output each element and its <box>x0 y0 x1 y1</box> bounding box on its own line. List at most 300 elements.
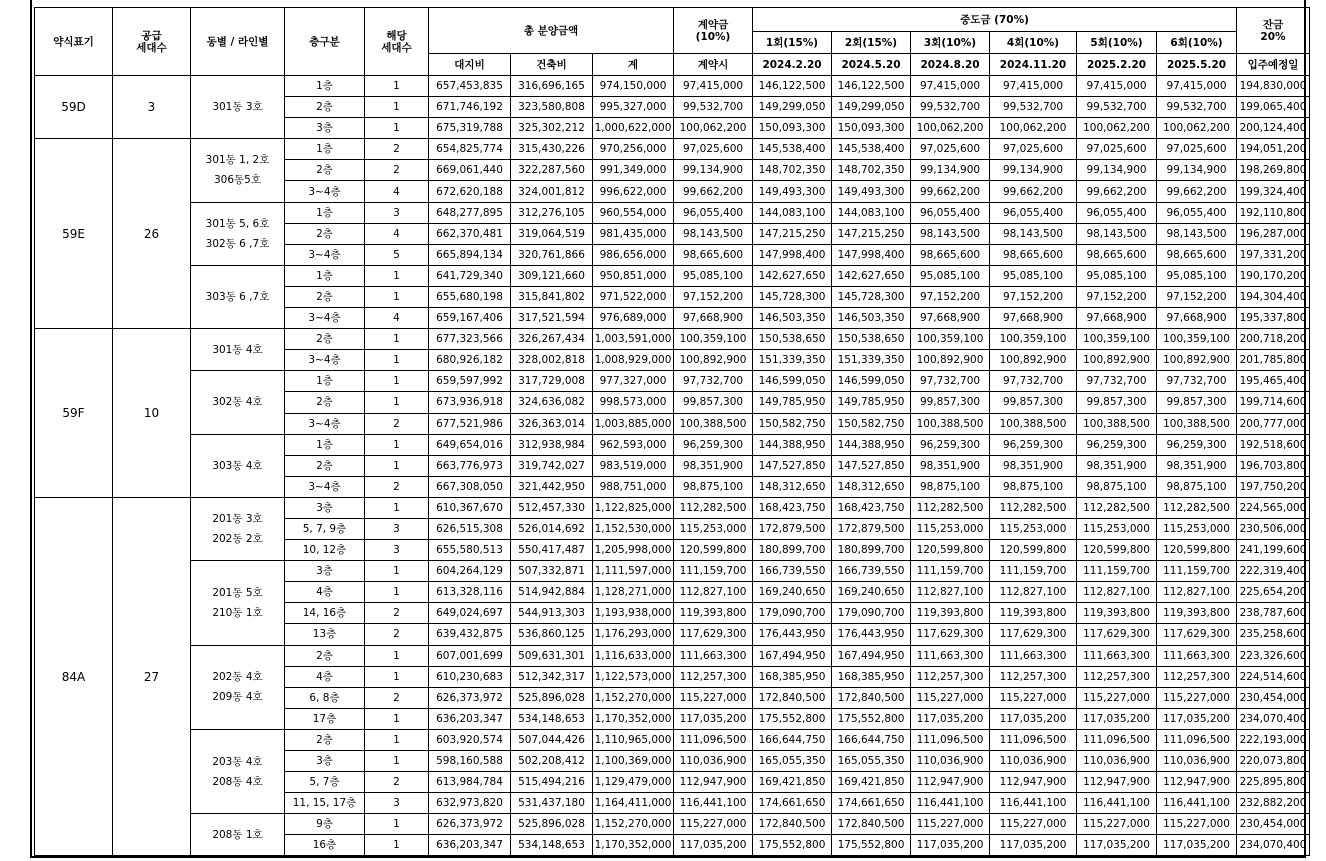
build-cost-cell: 309,121,660 <box>511 265 593 286</box>
mid-2-cell: 150,093,300 <box>832 118 911 139</box>
build-cost-cell: 324,001,812 <box>511 181 593 202</box>
mid-5-cell: 111,159,700 <box>1077 561 1157 582</box>
floor-cell: 3층 <box>285 561 365 582</box>
header-build-cost: 건축비 <box>511 54 593 76</box>
mid-1-cell: 148,702,350 <box>753 160 832 181</box>
mid-1-cell: 147,998,400 <box>753 244 832 265</box>
household-count-cell: 1 <box>365 708 429 729</box>
header-mid-date-3: 2024.8.20 <box>911 54 990 76</box>
mid-3-cell: 110,036,900 <box>911 751 990 772</box>
mid-3-cell: 112,827,100 <box>911 582 990 603</box>
floor-cell: 2층 <box>285 729 365 750</box>
build-cost-cell: 322,287,560 <box>511 160 593 181</box>
mid-6-cell: 96,055,400 <box>1157 202 1237 223</box>
mid-1-cell: 145,728,300 <box>753 286 832 307</box>
land-cost-cell: 663,776,973 <box>429 455 511 476</box>
total-cell: 1,193,938,000 <box>593 603 674 624</box>
floor-cell: 2층 <box>285 645 365 666</box>
land-cost-cell: 649,024,697 <box>429 603 511 624</box>
mid-5-cell: 99,134,900 <box>1077 160 1157 181</box>
household-count-cell: 1 <box>365 582 429 603</box>
total-cell: 1,122,573,000 <box>593 666 674 687</box>
balance-cell: 192,518,600 <box>1237 434 1310 455</box>
mid-3-cell: 97,152,200 <box>911 286 990 307</box>
total-cell: 1,100,369,000 <box>593 751 674 772</box>
mid-4-cell: 97,415,000 <box>990 76 1077 97</box>
mid-2-cell: 150,538,650 <box>832 329 911 350</box>
household-count-cell: 2 <box>365 772 429 793</box>
contract-cell: 111,159,700 <box>674 561 753 582</box>
contract-cell: 117,629,300 <box>674 624 753 645</box>
mid-6-cell: 100,359,100 <box>1157 329 1237 350</box>
building-line-cell: 301동 1, 2호 306동5호 <box>191 139 285 202</box>
balance-cell: 200,124,400 <box>1237 118 1310 139</box>
mid-4-cell: 100,388,500 <box>990 413 1077 434</box>
mid-1-cell: 169,421,850 <box>753 772 832 793</box>
mid-3-cell: 117,629,300 <box>911 624 990 645</box>
type-cell: 84A <box>35 497 113 856</box>
mid-1-cell: 151,339,350 <box>753 350 832 371</box>
balance-cell: 197,331,200 <box>1237 244 1310 265</box>
mid-1-cell: 172,840,500 <box>753 814 832 835</box>
mid-6-cell: 100,388,500 <box>1157 413 1237 434</box>
mid-5-cell: 99,662,200 <box>1077 181 1157 202</box>
table-row <box>35 265 1310 286</box>
balance-cell: 222,319,400 <box>1237 561 1310 582</box>
household-count-cell: 1 <box>365 455 429 476</box>
household-count-cell: 1 <box>365 371 429 392</box>
mid-4-cell: 111,096,500 <box>990 729 1077 750</box>
build-cost-cell: 534,148,653 <box>511 708 593 729</box>
mid-5-cell: 100,388,500 <box>1077 413 1157 434</box>
land-cost-cell: 607,001,699 <box>429 645 511 666</box>
contract-cell: 117,035,200 <box>674 708 753 729</box>
total-cell: 986,656,000 <box>593 244 674 265</box>
household-count-cell: 1 <box>365 645 429 666</box>
mid-6-cell: 111,159,700 <box>1157 561 1237 582</box>
contract-cell: 97,732,700 <box>674 371 753 392</box>
balance-cell: 224,514,600 <box>1237 666 1310 687</box>
mid-1-cell: 172,840,500 <box>753 687 832 708</box>
mid-1-cell: 149,785,950 <box>753 392 832 413</box>
mid-4-cell: 115,227,000 <box>990 687 1077 708</box>
building-line-cell: 301동 4호 <box>191 329 285 371</box>
mid-2-cell: 144,388,950 <box>832 434 911 455</box>
type-cell: 59E <box>35 139 113 329</box>
mid-4-cell: 111,159,700 <box>990 561 1077 582</box>
mid-1-cell: 169,240,650 <box>753 582 832 603</box>
balance-cell: 198,269,800 <box>1237 160 1310 181</box>
header-mid-5: 5회(10%) <box>1077 32 1157 54</box>
mid-5-cell: 100,062,200 <box>1077 118 1157 139</box>
mid-4-cell: 97,152,200 <box>990 286 1077 307</box>
mid-2-cell: 176,443,950 <box>832 624 911 645</box>
balance-cell: 225,895,800 <box>1237 772 1310 793</box>
contract-cell: 96,259,300 <box>674 434 753 455</box>
floor-cell: 1층 <box>285 139 365 160</box>
mid-6-cell: 97,668,900 <box>1157 308 1237 329</box>
mid-4-cell: 97,668,900 <box>990 308 1077 329</box>
mid-2-cell: 149,785,950 <box>832 392 911 413</box>
floor-cell: 3~4층 <box>285 350 365 371</box>
household-count-cell: 1 <box>365 729 429 750</box>
mid-2-cell: 172,879,500 <box>832 518 911 539</box>
total-cell: 981,435,000 <box>593 223 674 244</box>
contract-cell: 117,035,200 <box>674 835 753 856</box>
header-mid-2: 2회(15%) <box>832 32 911 54</box>
mid-3-cell: 97,668,900 <box>911 308 990 329</box>
contract-cell: 99,662,200 <box>674 181 753 202</box>
contract-cell: 97,152,200 <box>674 286 753 307</box>
floor-cell: 3층 <box>285 497 365 518</box>
mid-6-cell: 96,259,300 <box>1157 434 1237 455</box>
land-cost-cell: 632,973,820 <box>429 793 511 814</box>
mid-4-cell: 97,025,600 <box>990 139 1077 160</box>
build-cost-cell: 316,696,165 <box>511 76 593 97</box>
total-cell: 1,152,530,000 <box>593 518 674 539</box>
mid-3-cell: 112,947,900 <box>911 772 990 793</box>
mid-3-cell: 95,085,100 <box>911 265 990 286</box>
balance-cell: 230,454,000 <box>1237 814 1310 835</box>
contract-cell: 97,415,000 <box>674 76 753 97</box>
build-cost-cell: 317,521,594 <box>511 308 593 329</box>
land-cost-cell: 610,230,683 <box>429 666 511 687</box>
header-mid-date-5: 2025.2.20 <box>1077 54 1157 76</box>
mid-1-cell: 146,122,500 <box>753 76 832 97</box>
mid-5-cell: 117,035,200 <box>1077 835 1157 856</box>
land-cost-cell: 654,825,774 <box>429 139 511 160</box>
household-count-cell: 1 <box>365 118 429 139</box>
mid-6-cell: 117,035,200 <box>1157 708 1237 729</box>
mid-6-cell: 112,257,300 <box>1157 666 1237 687</box>
mid-5-cell: 98,665,600 <box>1077 244 1157 265</box>
household-count-cell: 1 <box>365 392 429 413</box>
mid-5-cell: 110,036,900 <box>1077 751 1157 772</box>
land-cost-cell: 680,926,182 <box>429 350 511 371</box>
mid-1-cell: 147,527,850 <box>753 455 832 476</box>
build-cost-cell: 526,014,692 <box>511 518 593 539</box>
total-cell: 1,122,825,000 <box>593 497 674 518</box>
header-supply-units: 공급 세대수 <box>113 8 191 76</box>
mid-2-cell: 167,494,950 <box>832 645 911 666</box>
header-mid-date-2: 2024.5.20 <box>832 54 911 76</box>
mid-6-cell: 110,036,900 <box>1157 751 1237 772</box>
table-row <box>35 76 1310 97</box>
balance-cell: 196,703,800 <box>1237 455 1310 476</box>
land-cost-cell: 662,370,481 <box>429 223 511 244</box>
mid-5-cell: 119,393,800 <box>1077 603 1157 624</box>
build-cost-cell: 525,896,028 <box>511 814 593 835</box>
header-sum: 계 <box>593 54 674 76</box>
mid-4-cell: 112,947,900 <box>990 772 1077 793</box>
mid-2-cell: 169,421,850 <box>832 772 911 793</box>
table-row <box>35 561 1310 582</box>
household-count-cell: 2 <box>365 624 429 645</box>
header-contract: 계약금 (10%) <box>674 8 753 54</box>
mid-6-cell: 97,415,000 <box>1157 76 1237 97</box>
building-line-cell: 208동 1호 <box>191 814 285 856</box>
mid-5-cell: 116,441,100 <box>1077 793 1157 814</box>
land-cost-cell: 626,515,308 <box>429 518 511 539</box>
land-cost-cell: 626,373,972 <box>429 814 511 835</box>
header-balance: 잔금 20% <box>1237 8 1310 54</box>
floor-cell: 17층 <box>285 708 365 729</box>
building-line-cell: 301동 3호 <box>191 76 285 139</box>
building-line-cell: 303동 4호 <box>191 434 285 497</box>
header-mid-4: 4회(10%) <box>990 32 1077 54</box>
build-cost-cell: 325,302,212 <box>511 118 593 139</box>
mid-4-cell: 115,227,000 <box>990 814 1077 835</box>
land-cost-cell: 626,373,972 <box>429 687 511 708</box>
mid-4-cell: 98,351,900 <box>990 455 1077 476</box>
mid-2-cell: 169,240,650 <box>832 582 911 603</box>
mid-2-cell: 149,493,300 <box>832 181 911 202</box>
mid-2-cell: 149,299,050 <box>832 97 911 118</box>
contract-cell: 112,827,100 <box>674 582 753 603</box>
balance-cell: 196,287,000 <box>1237 223 1310 244</box>
mid-3-cell: 98,143,500 <box>911 223 990 244</box>
floor-cell: 14, 16층 <box>285 603 365 624</box>
mid-1-cell: 142,627,650 <box>753 265 832 286</box>
mid-2-cell: 166,644,750 <box>832 729 911 750</box>
mid-3-cell: 117,035,200 <box>911 835 990 856</box>
land-cost-cell: 648,277,895 <box>429 202 511 223</box>
household-count-cell: 1 <box>365 350 429 371</box>
header-mid-6: 6회(10%) <box>1157 32 1237 54</box>
contract-cell: 100,892,900 <box>674 350 753 371</box>
mid-1-cell: 145,538,400 <box>753 139 832 160</box>
mid-5-cell: 112,947,900 <box>1077 772 1157 793</box>
mid-1-cell: 149,299,050 <box>753 97 832 118</box>
mid-2-cell: 148,702,350 <box>832 160 911 181</box>
mid-4-cell: 119,393,800 <box>990 603 1077 624</box>
mid-2-cell: 179,090,700 <box>832 603 911 624</box>
table-row <box>35 434 1310 455</box>
mid-2-cell: 148,312,650 <box>832 476 911 497</box>
mid-5-cell: 111,096,500 <box>1077 729 1157 750</box>
floor-cell: 5, 7층 <box>285 772 365 793</box>
mid-3-cell: 99,662,200 <box>911 181 990 202</box>
land-cost-cell: 636,203,347 <box>429 835 511 856</box>
contract-cell: 98,143,500 <box>674 223 753 244</box>
building-line-cell: 302동 4호 <box>191 371 285 434</box>
mid-5-cell: 97,025,600 <box>1077 139 1157 160</box>
mid-4-cell: 112,282,500 <box>990 497 1077 518</box>
mid-4-cell: 100,892,900 <box>990 350 1077 371</box>
build-cost-cell: 509,631,301 <box>511 645 593 666</box>
mid-3-cell: 99,532,700 <box>911 97 990 118</box>
mid-3-cell: 115,253,000 <box>911 518 990 539</box>
household-count-cell: 4 <box>365 223 429 244</box>
mid-2-cell: 145,538,400 <box>832 139 911 160</box>
mid-5-cell: 117,035,200 <box>1077 708 1157 729</box>
mid-4-cell: 112,827,100 <box>990 582 1077 603</box>
contract-cell: 95,085,100 <box>674 265 753 286</box>
balance-cell: 199,065,400 <box>1237 97 1310 118</box>
mid-4-cell: 112,257,300 <box>990 666 1077 687</box>
land-cost-cell: 610,367,670 <box>429 497 511 518</box>
household-count-cell: 2 <box>365 687 429 708</box>
total-cell: 1,170,352,000 <box>593 708 674 729</box>
mid-3-cell: 115,227,000 <box>911 814 990 835</box>
household-count-cell: 2 <box>365 139 429 160</box>
total-cell: 1,170,352,000 <box>593 835 674 856</box>
contract-cell: 115,253,000 <box>674 518 753 539</box>
building-line-cell: 201동 3호 202동 2호 <box>191 497 285 560</box>
contract-cell: 116,441,100 <box>674 793 753 814</box>
build-cost-cell: 525,896,028 <box>511 687 593 708</box>
header-household-count: 해당 세대수 <box>365 8 429 76</box>
mid-2-cell: 166,739,550 <box>832 561 911 582</box>
mid-6-cell: 100,062,200 <box>1157 118 1237 139</box>
mid-5-cell: 95,085,100 <box>1077 265 1157 286</box>
mid-6-cell: 97,025,600 <box>1157 139 1237 160</box>
household-count-cell: 3 <box>365 793 429 814</box>
mid-1-cell: 174,661,650 <box>753 793 832 814</box>
mid-3-cell: 100,892,900 <box>911 350 990 371</box>
mid-2-cell: 172,840,500 <box>832 687 911 708</box>
header-type: 약식표기 <box>35 8 113 76</box>
payment-schedule-table <box>34 7 1310 856</box>
land-cost-cell: 673,936,918 <box>429 392 511 413</box>
household-count-cell: 2 <box>365 603 429 624</box>
floor-cell: 9층 <box>285 814 365 835</box>
contract-cell: 111,663,300 <box>674 645 753 666</box>
mid-1-cell: 166,739,550 <box>753 561 832 582</box>
floor-cell: 4층 <box>285 666 365 687</box>
mid-2-cell: 165,055,350 <box>832 751 911 772</box>
header-floor: 층구분 <box>285 8 365 76</box>
floor-cell: 3~4층 <box>285 413 365 434</box>
header-on-contract: 계약시 <box>674 54 753 76</box>
mid-1-cell: 179,090,700 <box>753 603 832 624</box>
balance-cell: 220,073,800 <box>1237 751 1310 772</box>
land-cost-cell: 639,432,875 <box>429 624 511 645</box>
floor-cell: 2층 <box>285 286 365 307</box>
supply-units-cell: 10 <box>113 329 191 498</box>
floor-cell: 1층 <box>285 76 365 97</box>
mid-1-cell: 150,582,750 <box>753 413 832 434</box>
mid-2-cell: 147,527,850 <box>832 455 911 476</box>
build-cost-cell: 536,860,125 <box>511 624 593 645</box>
mid-3-cell: 111,096,500 <box>911 729 990 750</box>
balance-cell: 234,070,400 <box>1237 835 1310 856</box>
mid-5-cell: 115,227,000 <box>1077 814 1157 835</box>
mid-2-cell: 144,083,100 <box>832 202 911 223</box>
mid-1-cell: 144,083,100 <box>753 202 832 223</box>
mid-2-cell: 147,215,250 <box>832 223 911 244</box>
floor-cell: 1층 <box>285 371 365 392</box>
mid-5-cell: 115,227,000 <box>1077 687 1157 708</box>
balance-cell: 199,324,400 <box>1237 181 1310 202</box>
mid-1-cell: 144,388,950 <box>753 434 832 455</box>
total-cell: 970,256,000 <box>593 139 674 160</box>
household-count-cell: 1 <box>365 76 429 97</box>
mid-1-cell: 168,385,950 <box>753 666 832 687</box>
mid-3-cell: 96,055,400 <box>911 202 990 223</box>
mid-6-cell: 120,599,800 <box>1157 540 1237 561</box>
land-cost-cell: 669,061,440 <box>429 160 511 181</box>
floor-cell: 1층 <box>285 202 365 223</box>
mid-6-cell: 115,227,000 <box>1157 687 1237 708</box>
household-count-cell: 1 <box>365 751 429 772</box>
mid-1-cell: 172,879,500 <box>753 518 832 539</box>
build-cost-cell: 317,729,008 <box>511 371 593 392</box>
mid-4-cell: 98,143,500 <box>990 223 1077 244</box>
mid-1-cell: 146,503,350 <box>753 308 832 329</box>
mid-6-cell: 99,857,300 <box>1157 392 1237 413</box>
mid-4-cell: 99,532,700 <box>990 97 1077 118</box>
contract-cell: 100,359,100 <box>674 329 753 350</box>
total-cell: 1,205,998,000 <box>593 540 674 561</box>
building-line-cell: 301동 5, 6호 302동 6 ,7호 <box>191 202 285 265</box>
mid-6-cell: 99,662,200 <box>1157 181 1237 202</box>
total-cell: 1,008,929,000 <box>593 350 674 371</box>
land-cost-cell: 665,894,134 <box>429 244 511 265</box>
mid-2-cell: 172,840,500 <box>832 814 911 835</box>
build-cost-cell: 512,457,330 <box>511 497 593 518</box>
total-cell: 1,111,597,000 <box>593 561 674 582</box>
mid-5-cell: 111,663,300 <box>1077 645 1157 666</box>
building-line-cell: 303동 6 ,7호 <box>191 265 285 328</box>
building-line-cell: 202동 4호 209동 4호 <box>191 645 285 729</box>
household-count-cell: 1 <box>365 286 429 307</box>
household-count-cell: 2 <box>365 160 429 181</box>
contract-cell: 97,025,600 <box>674 139 753 160</box>
mid-6-cell: 99,134,900 <box>1157 160 1237 181</box>
mid-5-cell: 99,857,300 <box>1077 392 1157 413</box>
mid-6-cell: 112,282,500 <box>1157 497 1237 518</box>
household-count-cell: 1 <box>365 497 429 518</box>
land-cost-cell: 655,680,198 <box>429 286 511 307</box>
table-row <box>35 497 1310 518</box>
mid-4-cell: 98,665,600 <box>990 244 1077 265</box>
mid-3-cell: 97,415,000 <box>911 76 990 97</box>
type-cell: 59F <box>35 329 113 498</box>
build-cost-cell: 514,942,884 <box>511 582 593 603</box>
floor-cell: 3~4층 <box>285 181 365 202</box>
balance-cell: 241,199,600 <box>1237 540 1310 561</box>
contract-cell: 112,947,900 <box>674 772 753 793</box>
mid-3-cell: 98,665,600 <box>911 244 990 265</box>
mid-5-cell: 98,351,900 <box>1077 455 1157 476</box>
balance-cell: 232,882,200 <box>1237 793 1310 814</box>
build-cost-cell: 326,267,434 <box>511 329 593 350</box>
type-cell: 59D <box>35 76 113 139</box>
contract-cell: 112,282,500 <box>674 497 753 518</box>
mid-1-cell: 150,093,300 <box>753 118 832 139</box>
mid-1-cell: 180,899,700 <box>753 540 832 561</box>
mid-4-cell: 96,259,300 <box>990 434 1077 455</box>
contract-cell: 119,393,800 <box>674 603 753 624</box>
header-total-price: 총 분양금액 <box>429 8 674 54</box>
mid-3-cell: 117,035,200 <box>911 708 990 729</box>
contract-cell: 112,257,300 <box>674 666 753 687</box>
land-cost-cell: 677,521,986 <box>429 413 511 434</box>
mid-2-cell: 146,122,500 <box>832 76 911 97</box>
contract-cell: 110,036,900 <box>674 751 753 772</box>
mid-4-cell: 115,253,000 <box>990 518 1077 539</box>
floor-cell: 6, 8층 <box>285 687 365 708</box>
mid-6-cell: 115,227,000 <box>1157 814 1237 835</box>
balance-cell: 194,304,400 <box>1237 286 1310 307</box>
mid-2-cell: 168,385,950 <box>832 666 911 687</box>
mid-4-cell: 100,359,100 <box>990 329 1077 350</box>
balance-cell: 230,506,000 <box>1237 518 1310 539</box>
land-cost-cell: 659,597,992 <box>429 371 511 392</box>
mid-6-cell: 117,629,300 <box>1157 624 1237 645</box>
mid-5-cell: 98,875,100 <box>1077 476 1157 497</box>
